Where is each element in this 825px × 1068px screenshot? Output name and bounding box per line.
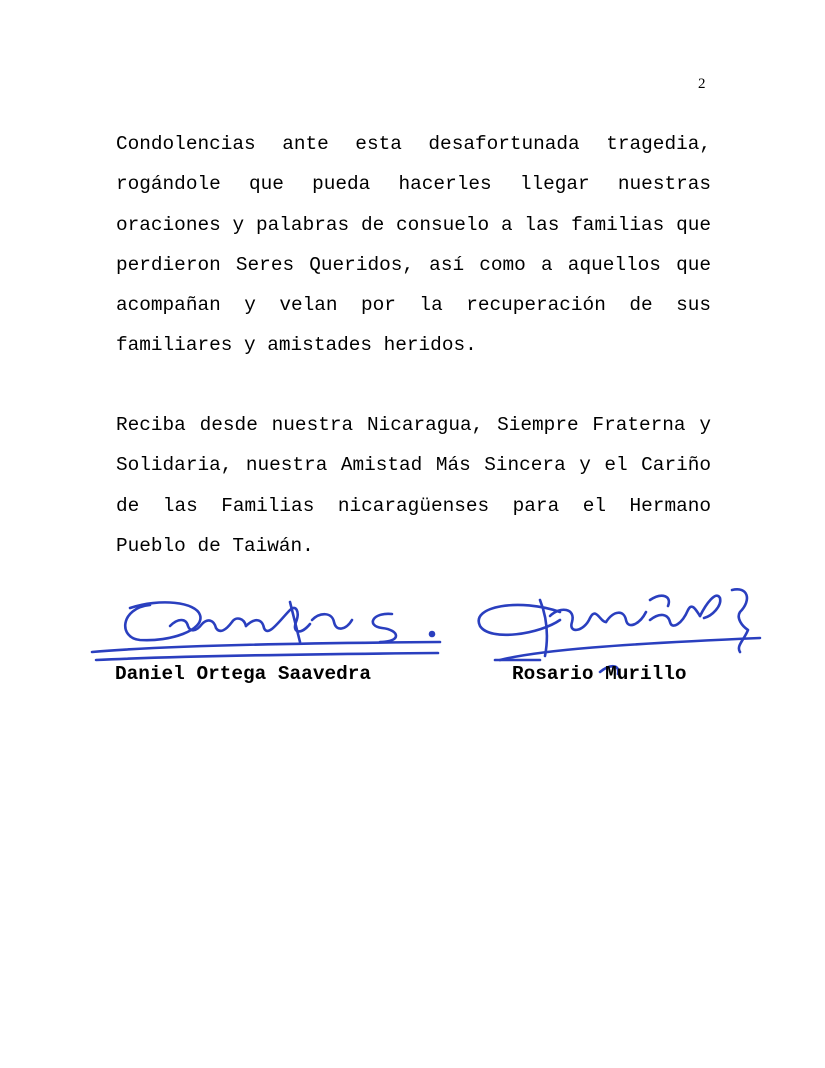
signature-daniel-ortega xyxy=(92,602,440,660)
signer-name-daniel-ortega: Daniel Ortega Saavedra xyxy=(115,663,371,685)
paragraph-condolences: Condolencias ante esta desafortunada tragedia, rogándole que pueda hacerles llegar nuestras oraciones y palabras de consuelo a las familias que perdieron Seres Queridos, así como a aquellos que acompañan y velan por la recuperación de sus familiares y amistades heridos. xyxy=(116,133,711,357)
paragraph-greetings: Reciba desde nuestra Nicaragua, Siempre Fraterna y Solidaria, nuestra Amistad Más Sincera y el Cariño de las Familias nicaragüenses para el Hermano Pueblo de Taiwán. xyxy=(116,414,711,557)
page-number: 2 xyxy=(698,76,706,92)
signer-name-rosario-murillo: Rosario Murillo xyxy=(512,663,687,685)
signature-rosario-murillo xyxy=(479,589,760,674)
